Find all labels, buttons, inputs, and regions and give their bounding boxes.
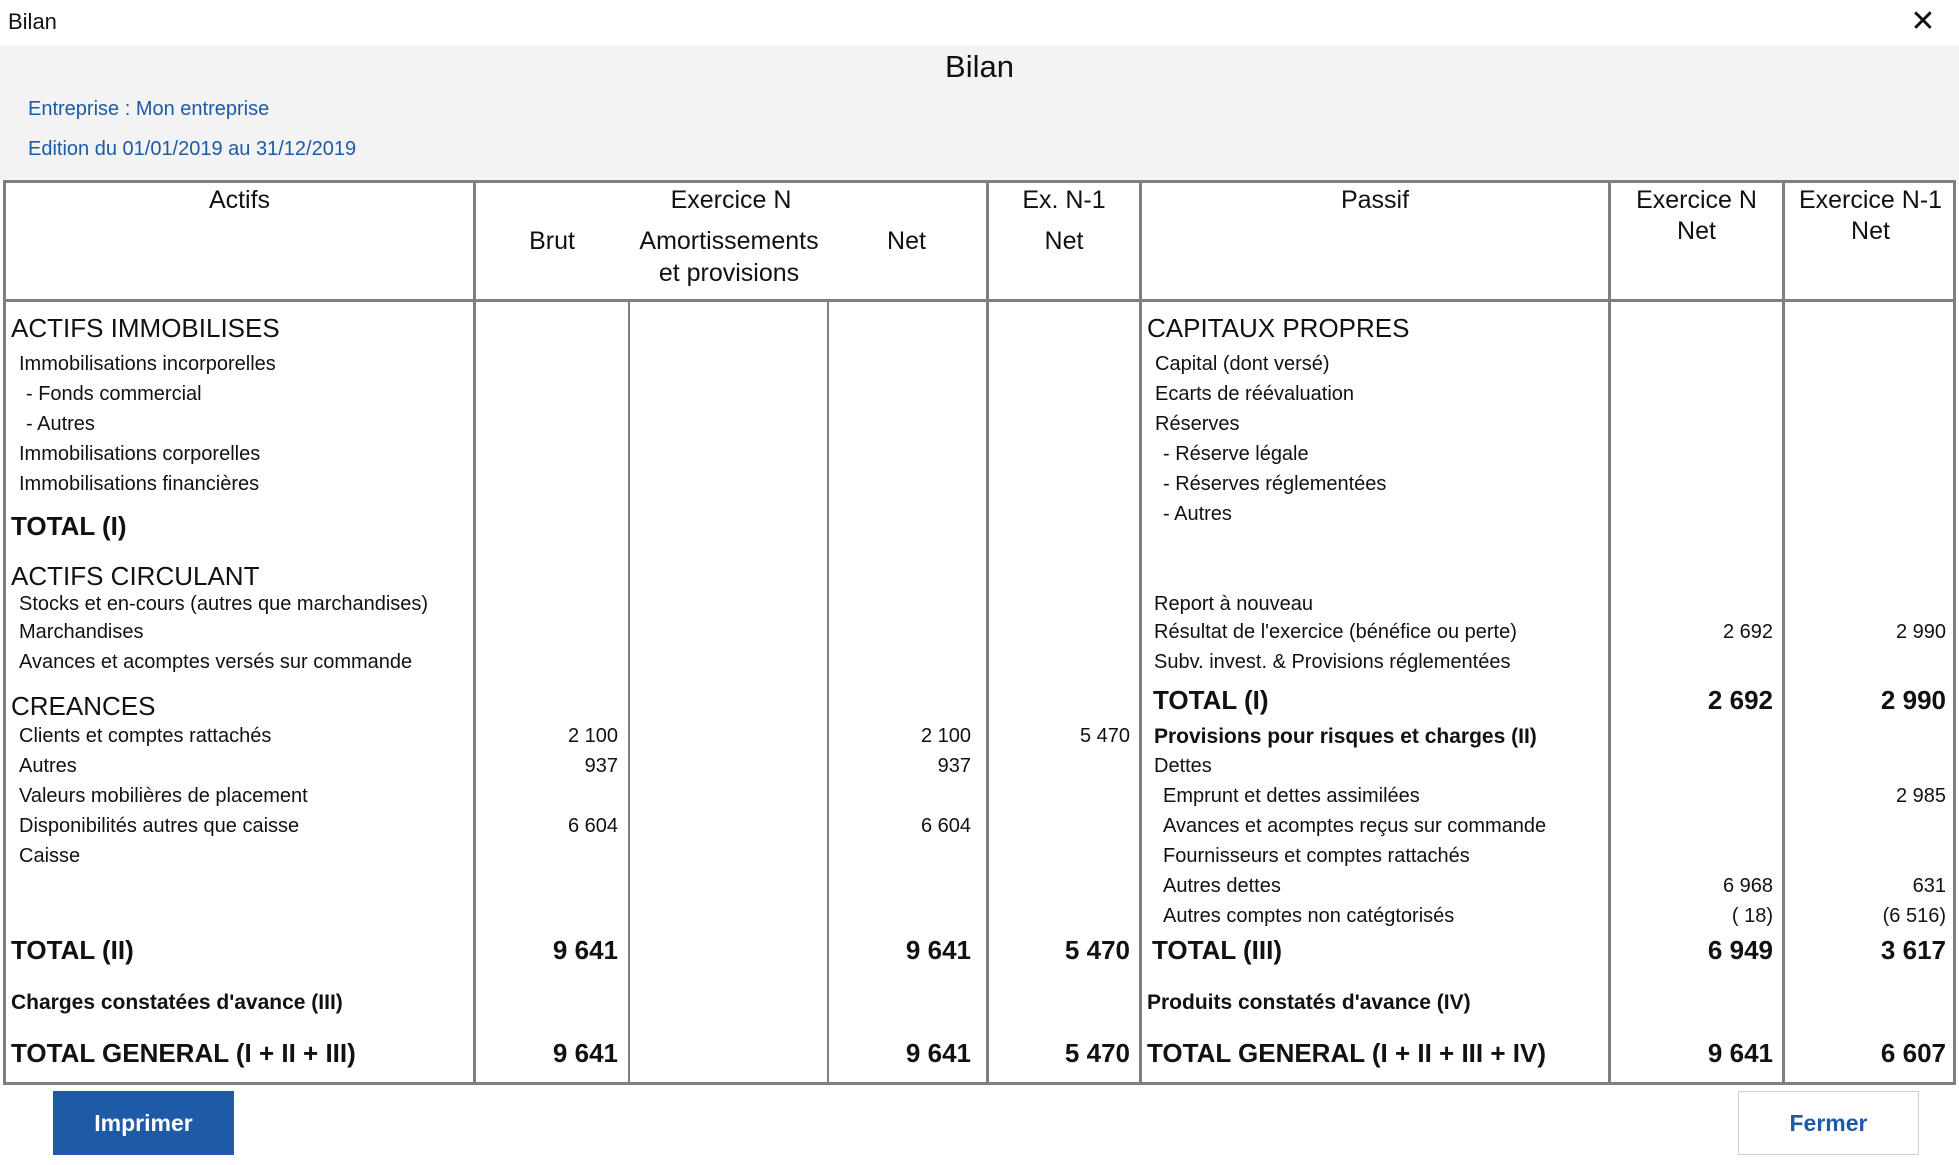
column-divider <box>1608 183 1611 1082</box>
value-resultat-n1: 2 990 <box>1895 621 1946 643</box>
section-capitaux-propres: CAPITAUX PROPRES <box>1147 313 1410 343</box>
value-emprunt-n1: 2 985 <box>1895 785 1946 807</box>
value-total-ii-net: 9 641 <box>905 935 971 965</box>
header-passif-exercice-n1-net: Net <box>1851 217 1890 245</box>
column-divider <box>1782 183 1785 1082</box>
value-total-general-n1: 5 470 <box>1064 1038 1130 1068</box>
value-passif-total-i-n: 2 692 <box>1707 685 1773 715</box>
total-general-actif-label: TOTAL GENERAL (I + II + III) <box>11 1038 356 1068</box>
row-label: Subv. invest. & Provisions réglementées <box>1154 651 1511 673</box>
total-i-label: TOTAL (I) <box>11 511 127 541</box>
column-divider <box>1139 183 1142 1082</box>
header-passif-exercice-n1: Exercice N-1 <box>1798 186 1943 214</box>
row-label: Réserves <box>1155 413 1240 435</box>
header-passif-exercice-n-net: Net <box>1677 217 1716 245</box>
report-header <box>0 45 1959 180</box>
row-label: Immobilisations financières <box>19 473 260 495</box>
column-divider <box>827 299 829 1082</box>
value-passif-total-iii-n: 6 949 <box>1707 935 1773 965</box>
row-label: - Réserve légale <box>1163 443 1309 465</box>
value-total-ii-brut: 9 641 <box>552 935 618 965</box>
print-button[interactable]: Imprimer <box>53 1091 234 1155</box>
row-label: Résultat de l'exercice (bénéfice ou perte) <box>1154 621 1517 643</box>
row-label: - Autres <box>1163 503 1232 525</box>
value-autres-dettes-n: 6 968 <box>1722 875 1773 897</box>
row-label: - Fonds commercial <box>26 383 202 405</box>
value-passif-total-iii-n1: 3 617 <box>1880 935 1946 965</box>
total-ii-label: TOTAL (II) <box>11 935 134 965</box>
header-brut: Brut <box>529 227 575 255</box>
row-label: Capital (dont versé) <box>1155 353 1330 375</box>
row-label: Immobilisations corporelles <box>19 443 261 465</box>
header-actifs: Actifs <box>208 186 271 214</box>
header-amortissements: Amortissements <box>639 227 819 255</box>
value-passif-total-general-n1: 6 607 <box>1880 1038 1946 1068</box>
row-label: Autres comptes non catégtorisés <box>1163 905 1455 927</box>
header-divider <box>6 299 1953 302</box>
header-provisions: et provisions <box>658 259 800 287</box>
value-clients-net: 2 100 <box>920 725 971 747</box>
value-passif-total-general-n: 9 641 <box>1707 1038 1773 1068</box>
row-label: - Autres <box>26 413 95 435</box>
header-passif: Passif <box>1340 186 1410 214</box>
column-divider <box>628 299 630 1082</box>
report-title: Bilan <box>945 49 1014 84</box>
row-label: Avances et acomptes versés sur commande <box>19 651 413 673</box>
header-net: Net <box>887 227 926 255</box>
close-icon[interactable]: ✕ <box>1910 5 1936 38</box>
row-label: Caisse <box>19 845 81 867</box>
section-actifs-immobilises: ACTIFS IMMOBILISES <box>11 313 280 343</box>
row-label: Marchandises <box>19 621 144 643</box>
row-label: Dettes <box>1154 755 1212 777</box>
value-autres-brut: 937 <box>584 755 618 777</box>
row-label: Disponibilités autres que caisse <box>19 815 300 837</box>
row-label: - Réserves réglementées <box>1163 473 1387 495</box>
value-resultat-n: 2 692 <box>1722 621 1773 643</box>
value-passif-total-i-n1: 2 990 <box>1880 685 1946 715</box>
header-ex-n1: Ex. N-1 <box>1022 186 1106 214</box>
value-autres-net: 937 <box>937 755 971 777</box>
passif-total-iii-label: TOTAL (III) <box>1152 935 1282 965</box>
value-total-general-brut: 9 641 <box>552 1038 618 1068</box>
header-exercice-n: Exercice N <box>670 186 792 214</box>
value-clients-brut: 2 100 <box>567 725 618 747</box>
title-bar <box>0 0 1959 45</box>
row-label: Ecarts de réévaluation <box>1155 383 1355 405</box>
value-non-cat-n1: (6 516) <box>1882 905 1946 927</box>
value-autres-dettes-n1: 631 <box>1912 875 1946 897</box>
provisions-label: Provisions pour risques et charges (II) <box>1154 725 1537 748</box>
column-divider <box>986 183 989 1082</box>
row-label: Fournisseurs et comptes rattachés <box>1163 845 1470 867</box>
value-total-ii-n1: 5 470 <box>1064 935 1130 965</box>
row-label: Valeurs mobilières de placement <box>19 785 308 807</box>
window-title: Bilan <box>8 9 57 34</box>
row-label: Emprunt et dettes assimilées <box>1163 785 1420 807</box>
value-dispo-brut: 6 604 <box>567 815 618 837</box>
header-passif-exercice-n: Exercice N <box>1636 186 1757 214</box>
row-label: Clients et comptes rattachés <box>19 725 272 747</box>
total-general-passif-label: TOTAL GENERAL (I + II + III + IV) <box>1147 1038 1546 1068</box>
charges-constatees-label: Charges constatées d'avance (III) <box>11 991 343 1014</box>
row-label: Avances et acomptes reçus sur commande <box>1163 815 1547 837</box>
produits-constates-label: Produits constatés d'avance (IV) <box>1147 991 1471 1014</box>
row-label: Autres <box>19 755 77 777</box>
company-line: Entreprise : Mon entreprise <box>28 98 270 120</box>
section-actifs-circulant: ACTIFS CIRCULANT <box>11 561 260 591</box>
row-label: Stocks et en-cours (autres que marchandises) <box>19 593 429 615</box>
period-line: Edition du 01/01/2019 au 31/12/2019 <box>28 138 357 160</box>
passif-total-i-label: TOTAL (I) <box>1153 685 1269 715</box>
value-clients-n1: 5 470 <box>1079 725 1130 747</box>
row-label: Immobilisations incorporelles <box>19 353 276 375</box>
value-non-cat-n: ( 18) <box>1731 905 1773 927</box>
value-total-general-net: 9 641 <box>905 1038 971 1068</box>
section-creances: CREANCES <box>11 691 156 721</box>
row-label: Autres dettes <box>1163 875 1281 897</box>
close-button[interactable]: Fermer <box>1738 1091 1919 1155</box>
value-dispo-net: 6 604 <box>920 815 971 837</box>
column-divider <box>473 183 476 1082</box>
header-ex-n1-net: Net <box>1044 227 1084 255</box>
row-label: Report à nouveau <box>1154 593 1314 615</box>
balance-sheet-table <box>3 180 1956 1085</box>
